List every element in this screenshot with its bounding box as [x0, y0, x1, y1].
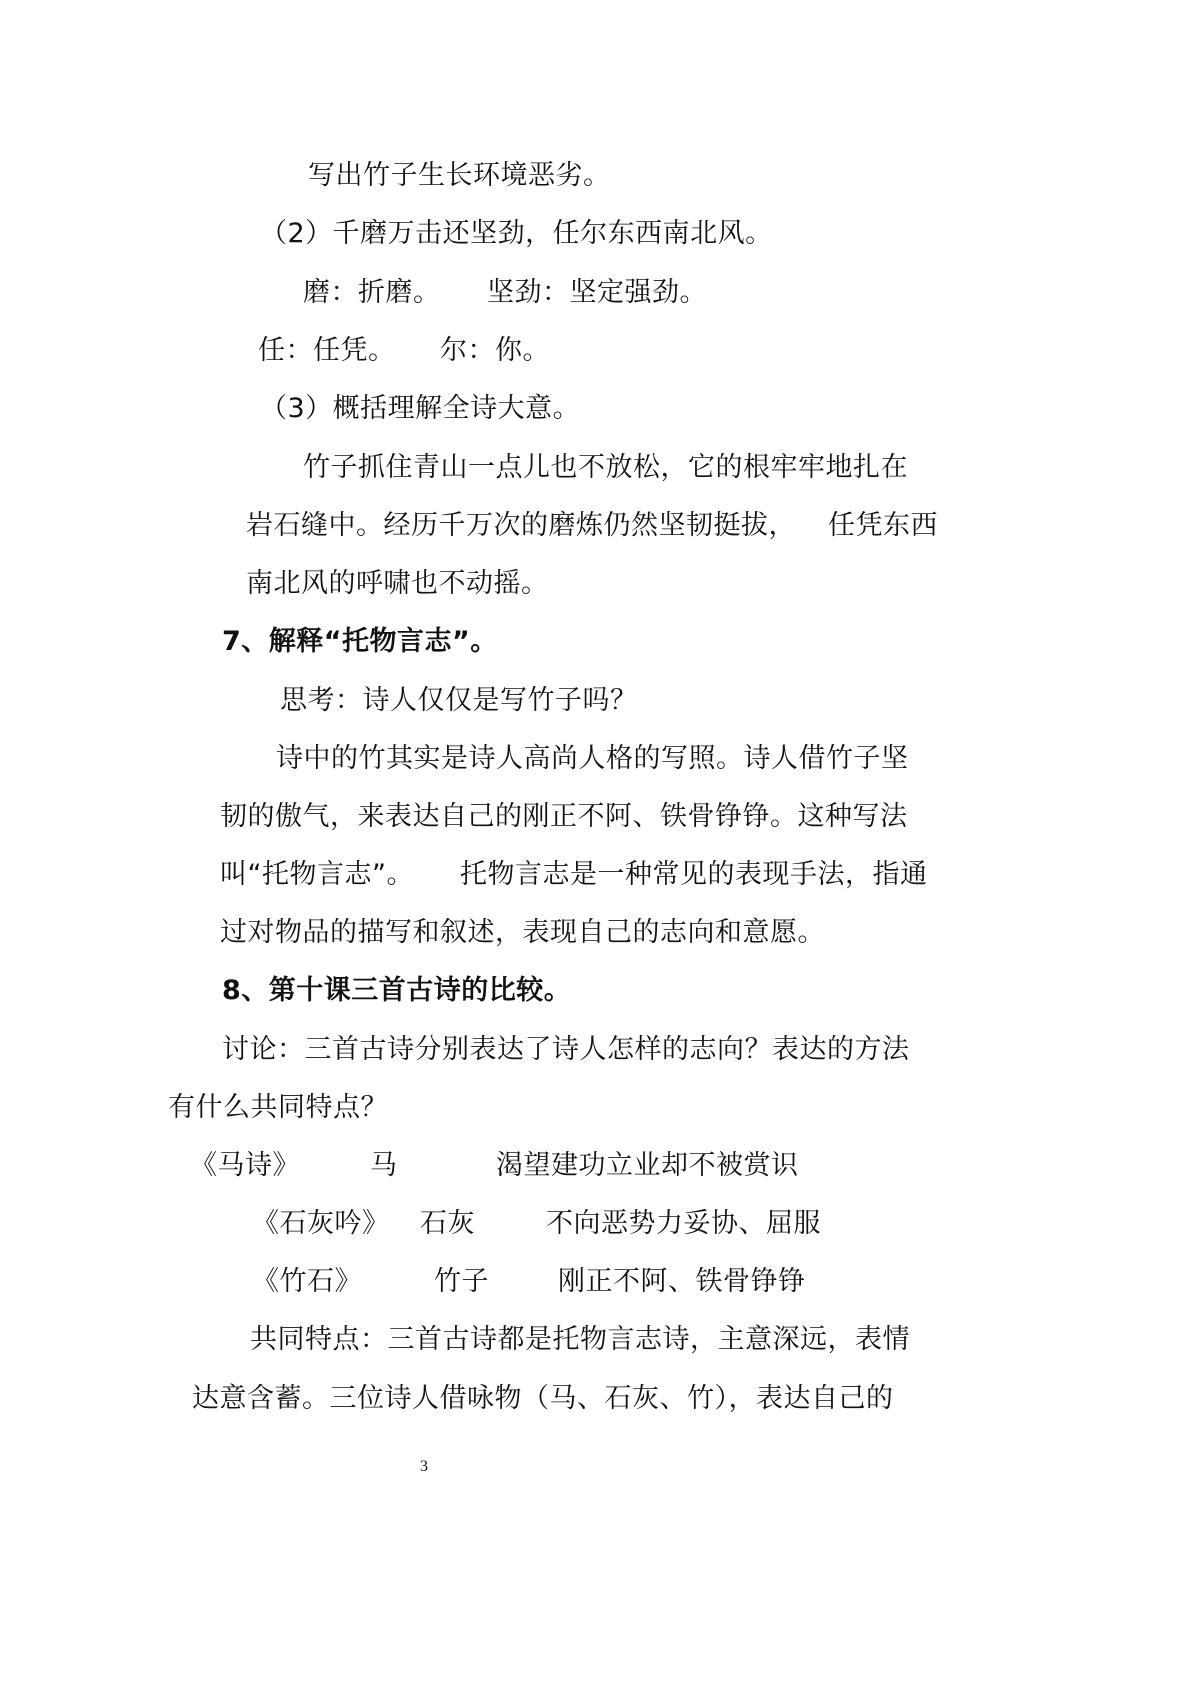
- section-heading: 7、解释“托物言志”。: [222, 626, 498, 657]
- text-line: [303, 275, 723, 311]
- poem-object: 石灰: [420, 1208, 475, 1239]
- poem-row: [252, 1206, 852, 1242]
- poem-object: 马: [370, 1150, 398, 1181]
- text-line: 韧的傲气，来表达自己的刚正不阿、铁骨铮铮。这种写法: [220, 801, 908, 832]
- text-line: [258, 333, 558, 369]
- text-line: [220, 857, 950, 893]
- section-heading: 8、第十课三首古诗的比较。: [222, 975, 572, 1006]
- definition-term: 坚劲：坚定强劲。: [487, 277, 707, 308]
- text-segment: 岩石缝中。经历千万次的磨炼仍然坚韧挺拔，: [246, 510, 796, 541]
- poem-aspiration: 刚正不阿、铁骨铮铮: [558, 1266, 806, 1297]
- text-line: 南北风的呼啸也不动摇。: [246, 568, 549, 599]
- definition-term: 磨：折磨。: [303, 277, 441, 308]
- poem-title: 《竹石》: [252, 1266, 362, 1297]
- text-line: 有什么共同特点？: [168, 1092, 388, 1123]
- text-line: 讨论：三首古诗分别表达了诗人怎样的志向？表达的方法: [222, 1034, 910, 1065]
- text-segment: 任凭东西: [828, 510, 938, 541]
- poem-aspiration: 渴望建功立业却不被赏识: [496, 1150, 799, 1181]
- poem-title: 《石灰吟》: [252, 1208, 390, 1239]
- poem-row: [190, 1148, 830, 1184]
- poem-title: 《马诗》: [190, 1150, 300, 1181]
- poem-aspiration: 不向恶势力妥协、屈服: [546, 1208, 821, 1239]
- text-line: 达意含蓄。三位诗人借咏物（马、石灰、竹），表达自己的: [192, 1383, 894, 1414]
- text-line: 共同特点：三首古诗都是托物言志诗，主意深远，表情: [250, 1324, 910, 1355]
- text-line: （2）千磨万击还坚劲，任尔东西南北风。: [260, 218, 773, 249]
- poem-row: [252, 1264, 852, 1300]
- text-line: 思考：诗人仅仅是写竹子吗？: [280, 685, 638, 716]
- text-line: 诗中的竹其实是诗人高尚人格的写照。诗人借竹子坚: [276, 743, 909, 774]
- page-number: 3: [420, 1458, 428, 1475]
- definition-term: 任：任凭。: [258, 335, 396, 366]
- poem-object: 竹子: [434, 1266, 489, 1297]
- text-line: （3）概括理解全诗大意。: [260, 393, 581, 424]
- text-segment: 叫“托物言志”。: [220, 859, 414, 890]
- text-line: 过对物品的描写和叙述，表现自己的志向和意愿。: [220, 917, 825, 948]
- text-line: [246, 508, 946, 544]
- text-line: 写出竹子生长环境恶劣。: [308, 160, 611, 191]
- definition-term: 尔：你。: [440, 335, 550, 366]
- text-segment: 托物言志是一种常见的表现手法，指通: [460, 859, 928, 890]
- text-line: 竹子抓住青山一点儿也不放松，它的根牢牢地扎在: [303, 452, 908, 483]
